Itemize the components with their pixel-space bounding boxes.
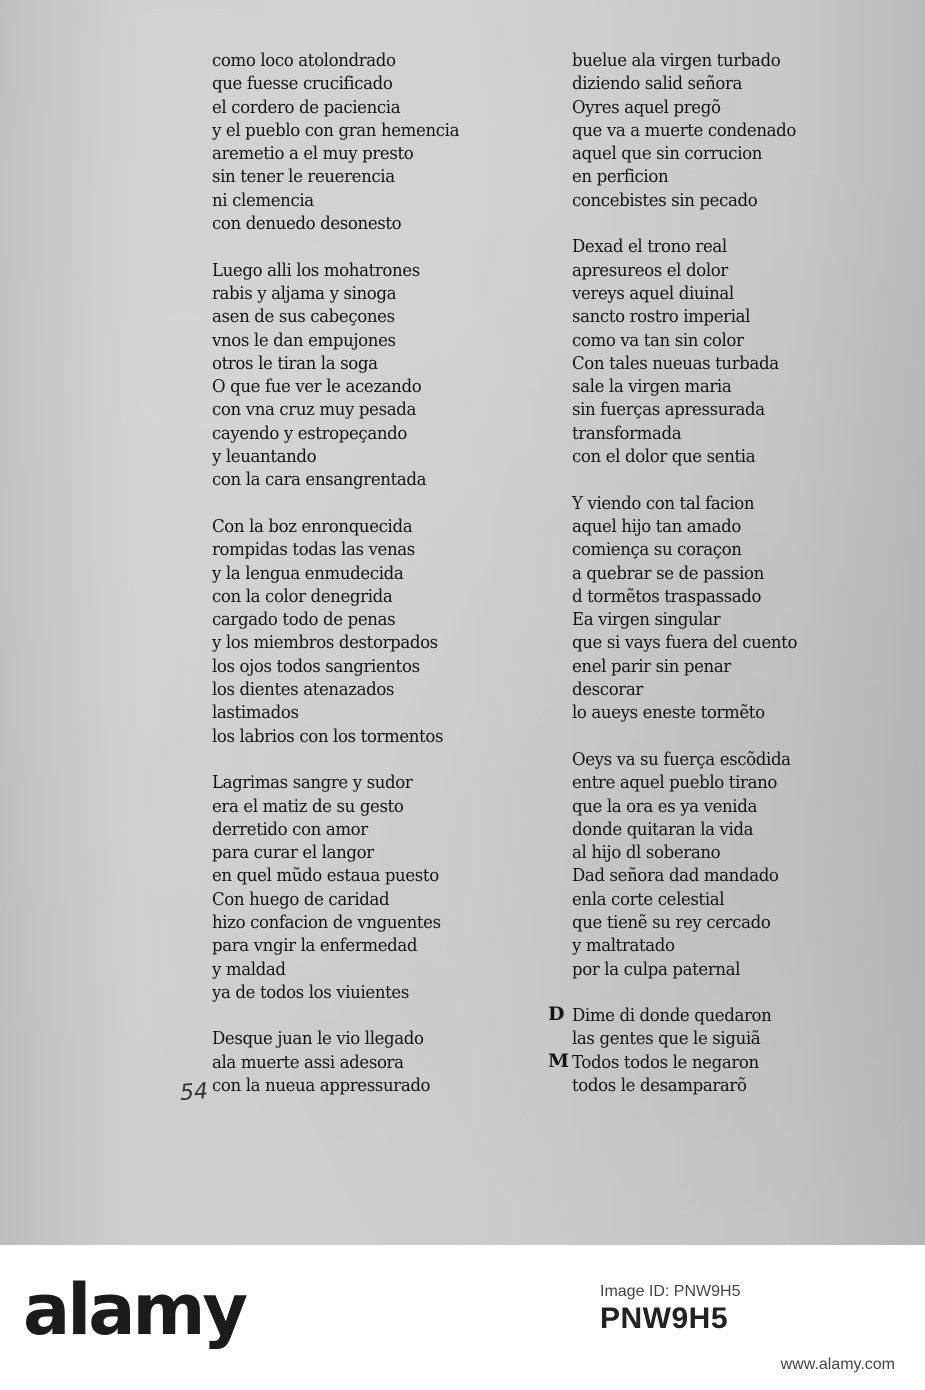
verse-line: y la lengua enmudecida [212, 562, 404, 584]
image-id-block [600, 1282, 740, 1336]
verse-line: Oyres aquel pregõ [572, 96, 721, 118]
verse-line: Dad señora dad mandado [572, 865, 779, 887]
verse-line: cargado todo de penas [212, 609, 396, 631]
verse-line: para curar el langor [212, 842, 374, 864]
verse-line: rompidas todas las venas [212, 539, 415, 561]
speaker-marker-m: M [548, 1050, 570, 1072]
verse-line: Dexad el trono real [572, 236, 727, 258]
verse-line: los dientes atenazados [212, 679, 395, 701]
stanza-break [212, 748, 459, 771]
verse-line: como loco atolondrado [212, 50, 396, 71]
verse-line: y maltratado [572, 935, 675, 957]
verse-line: comiença su coraçon [572, 539, 742, 561]
verse-line: buelue ala virgen turbado [572, 50, 781, 71]
verse-line: Con huego de caridad [212, 888, 390, 910]
verse-line: hizo confacion de vnguentes [212, 911, 441, 933]
verse-line: sale la virgen maria [572, 376, 732, 398]
verse-line: enla corte celestial [572, 888, 725, 910]
verse-line: Con la boz enronquecida [212, 515, 413, 537]
verse-line: con vna cruz muy pesada [212, 399, 416, 421]
verse-line: los labrios con los tormentos [212, 725, 444, 747]
left-verse-column [212, 49, 459, 1097]
verse-line: con el dolor que sentia [572, 446, 756, 468]
alamy-url: www.alamy.com [780, 1356, 895, 1373]
verse-line: donde quitaran la vida [572, 818, 754, 840]
verse-line: derretido con amor [212, 818, 368, 840]
verse-line: Dime di donde quedaron [572, 1005, 772, 1027]
verse-line: Lagrimas sangre y sudor [212, 772, 413, 794]
verse-line: rabis y aljama y sinoga [212, 282, 397, 304]
verse-line: apresureos el dolor [572, 259, 728, 281]
verse-line: aquel hijo tan amado [572, 515, 741, 537]
verse-line: diziendo salid señora [572, 73, 743, 95]
verse-line: al hijo dl soberano [572, 842, 721, 864]
verse-line: que fuesse crucificado [212, 73, 393, 95]
verse-line: aremetio a el muy presto [212, 143, 414, 165]
verse-line: y los miembros destorpados [212, 632, 438, 654]
image-id-value: PNW9H5 [600, 1302, 729, 1335]
stanza-break [212, 492, 459, 515]
verse-line: con la cara ensangrentada [212, 469, 427, 491]
verse-line: asen de sus cabeçones [212, 306, 395, 328]
verse-line: Luego alli los mohatrones [212, 259, 420, 281]
verse-line: en perficion [572, 166, 669, 188]
verse-line: que la ora es ya venida [572, 795, 757, 817]
verse-line: ya de todos los viuientes [212, 981, 409, 1003]
verse-line: y el pueblo con gran hemencia [212, 119, 460, 141]
verse-line: sin tener le reuerencia [212, 166, 395, 188]
verse-line: las gentes que le siguiã [572, 1028, 761, 1050]
verse-line: descorar [572, 679, 643, 701]
verse-line: entre aquel pueblo tirano [572, 772, 777, 794]
verse-line: cayendo y estropeçando [212, 422, 407, 444]
verse-line: lastimados [212, 702, 299, 724]
verse-line: Con tales nueuas turbada [572, 352, 779, 374]
verse-line: como va tan sin color [572, 329, 744, 351]
stanza-break [212, 235, 459, 258]
verse-line: que si vays fuera del cuento [572, 632, 798, 654]
verse-line: en quel mũdo estaua puesto [212, 865, 439, 887]
verse-line: Oeys va su fuerça escõdida [572, 748, 791, 770]
verse-line: sin fuerças apressurada [572, 399, 765, 421]
verse-line: Todos todos le negaron [572, 1051, 759, 1073]
verse-line: era el matiz de su gesto [212, 795, 404, 817]
verse-line: concebistes sin pecado [572, 189, 758, 211]
verse-line: y maldad [212, 958, 286, 980]
verse-line: lo aueys eneste tormẽto [572, 702, 765, 724]
verse-line: ala muerte assi adesora [212, 1051, 404, 1073]
right-verse-column [572, 49, 797, 1097]
verse-line: Y viendo con tal facion [572, 492, 755, 514]
verse-line: y leuantando [212, 446, 317, 468]
verse-line: para vngir la enfermedad [212, 935, 418, 957]
verse-line: Ea virgen singular [572, 609, 721, 631]
verse-line: d tormẽtos traspassado [572, 585, 762, 607]
image-id-label: Image ID: PNW9H5 [600, 1283, 741, 1300]
stanza-break [572, 468, 797, 491]
stanza-break [572, 981, 797, 1004]
verse-line: transformada [572, 422, 682, 444]
stanza-break [572, 725, 797, 748]
stanza-break [572, 212, 797, 235]
verse-line: con la nueua appressurado [212, 1075, 431, 1097]
verse-line: vereys aquel diuinal [572, 282, 734, 304]
verse-line: los ojos todos sangrientos [212, 655, 420, 677]
verse-line: con la color denegrida [212, 585, 393, 607]
verse-line: a quebrar se de passion [572, 562, 764, 584]
stanza-break [212, 1004, 459, 1027]
verse-line: con denuedo desonesto [212, 213, 402, 235]
alamy-logo: alamy [23, 1269, 246, 1351]
verse-line: el cordero de paciencia [212, 96, 401, 118]
verse-line: aquel que sin corrucion [572, 143, 763, 165]
verse-line: por la culpa paternal [572, 958, 741, 980]
verse-line: ni clemencia [212, 189, 314, 211]
verse-line: que va a muerte condenado [572, 119, 796, 141]
verse-line: que tienẽ su rey cercado [572, 911, 771, 933]
speaker-marker-d: D [548, 1003, 565, 1025]
verse-line: todos le desampararõ [572, 1075, 747, 1097]
verse-line: enel parir sin penar [572, 655, 731, 677]
verse-line: Desque juan le vio llegado [212, 1028, 424, 1050]
verse-line: vnos le dan empujones [212, 329, 396, 351]
verse-line: sancto rostro imperial [572, 306, 751, 328]
verse-line: O que fue ver le acezando [212, 376, 422, 398]
verse-line: otros le tiran la soga [212, 352, 378, 374]
folio-number: 54 [179, 1079, 209, 1106]
